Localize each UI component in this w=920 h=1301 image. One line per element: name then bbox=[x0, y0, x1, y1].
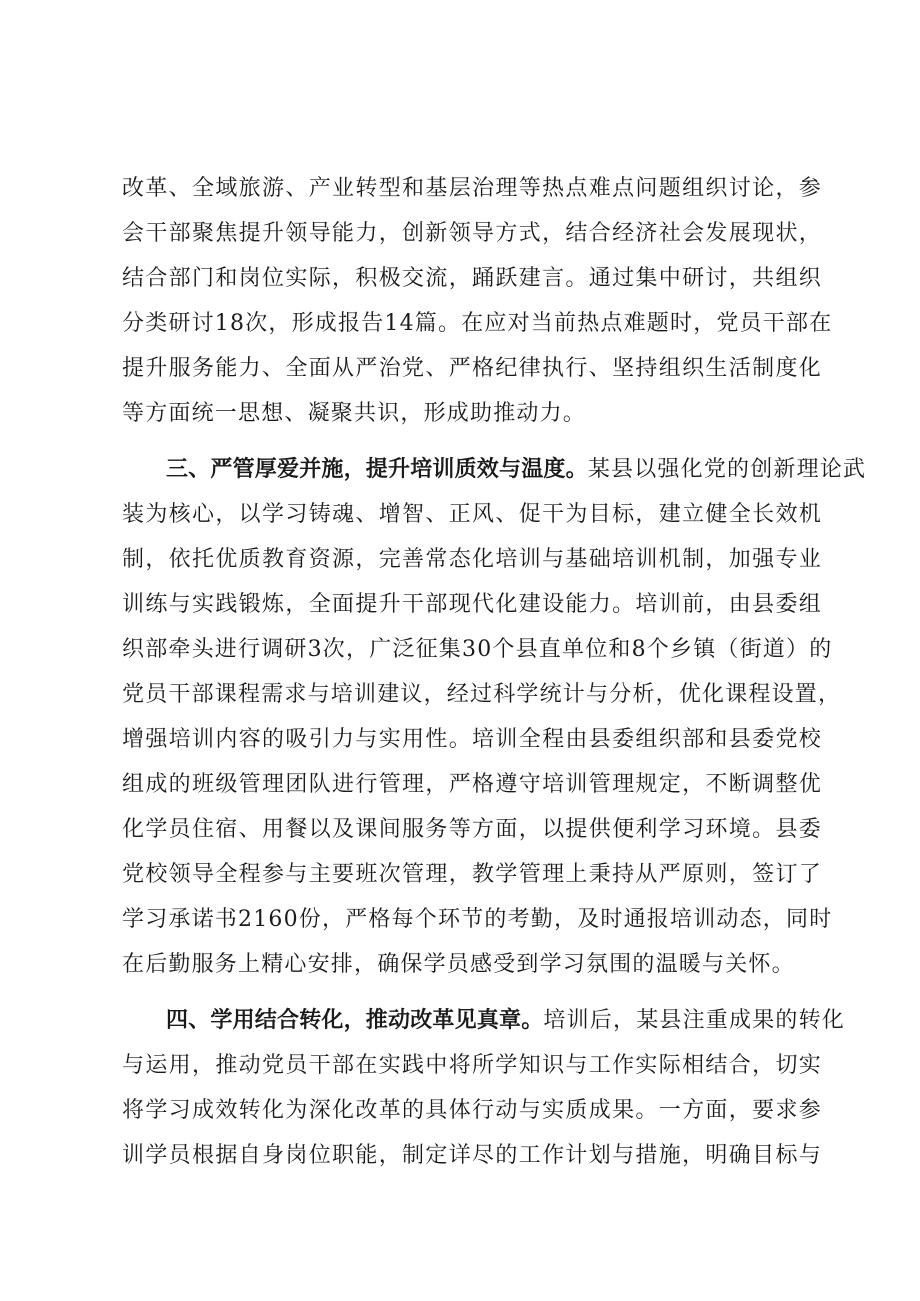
text-line: 结合部门和岗位实际，积极交流，踊跃建言。通过集中研讨，共组织 bbox=[122, 266, 822, 291]
section-heading: 四、学用结合转化，推动改革见真章。 bbox=[166, 1008, 544, 1033]
text-line: 织部牵头进行调研3次，广泛征集30个县直单位和8个乡镇（街道）的 bbox=[122, 637, 833, 662]
paragraph-first-line bbox=[122, 447, 867, 492]
text-line: 增强培训内容的吸引力与实用性。培训全程由县委组织部和县委党校 bbox=[122, 727, 822, 752]
text-line: 组成的班级管理团队进行管理，严格遵守培训管理规定，不断调整优 bbox=[122, 772, 822, 797]
section-heading: 三、严管厚爱并施，提升培训质效与温度。 bbox=[166, 457, 588, 482]
text-line: 制，依托优质教育资源，完善常态化培训与基础培训机制，加强专业 bbox=[122, 547, 822, 572]
text-line: 党校领导全程参与主要班次管理，教学管理上秉持从严原则，签订了 bbox=[122, 862, 822, 887]
text-line: 训练与实践锻炼，全面提升干部现代化建设能力。培训前，由县委组 bbox=[122, 592, 822, 617]
paragraph-first-line bbox=[122, 998, 846, 1043]
text-run: 某县以强化党的创新理论武 bbox=[587, 457, 867, 482]
text-line: 训学员根据自身岗位职能，制定详尽的工作计划与措施，明确目标与 bbox=[122, 1143, 822, 1168]
body-text bbox=[122, 166, 867, 1178]
text-line: 在后勤服务上精心安排，确保学员感受到学习氛围的温暖与关怀。 bbox=[122, 952, 795, 977]
text-line: 提升服务能力、全面从严治党、严格纪律执行、坚持组织生活制度化 bbox=[122, 356, 822, 381]
paragraph-1 bbox=[122, 166, 833, 436]
text-line: 改革、全域旅游、产业转型和基层治理等热点难点问题组织讨论，参 bbox=[122, 176, 822, 201]
text-line: 分类研讨18次，形成报告14篇。在应对当前热点难题时，党员干部在 bbox=[122, 311, 833, 336]
text-line: 会干部聚焦提升领导能力，创新领导方式，结合经济社会发展现状， bbox=[122, 221, 822, 246]
paragraph-3 bbox=[122, 998, 846, 1178]
text-line: 化学员住宿、用餐以及课间服务等方面，以提供便利学习环境。县委 bbox=[122, 817, 822, 842]
text-line: 与运用，推动党员干部在实践中将所学知识与工作实际相结合，切实 bbox=[122, 1053, 822, 1078]
text-run: 培训后，某县注重成果的转化 bbox=[543, 1008, 846, 1033]
text-line: 装为核心，以学习铸魂、增智、正风、促干为目标，建立健全长效机 bbox=[122, 502, 822, 527]
text-line: 学习承诺书2160份，严格每个环节的考勤，及时通报培训动态，同时 bbox=[122, 907, 833, 932]
text-line: 将学习成效转化为深化改革的具体行动与实质成果。一方面，要求参 bbox=[122, 1098, 822, 1123]
paragraph-2 bbox=[122, 447, 867, 987]
text-line: 等方面统一思想、凝聚共识，形成助推动力。 bbox=[122, 401, 587, 426]
text-line: 党员干部课程需求与培训建议，经过科学统计与分析，优化课程设置， bbox=[122, 682, 842, 707]
